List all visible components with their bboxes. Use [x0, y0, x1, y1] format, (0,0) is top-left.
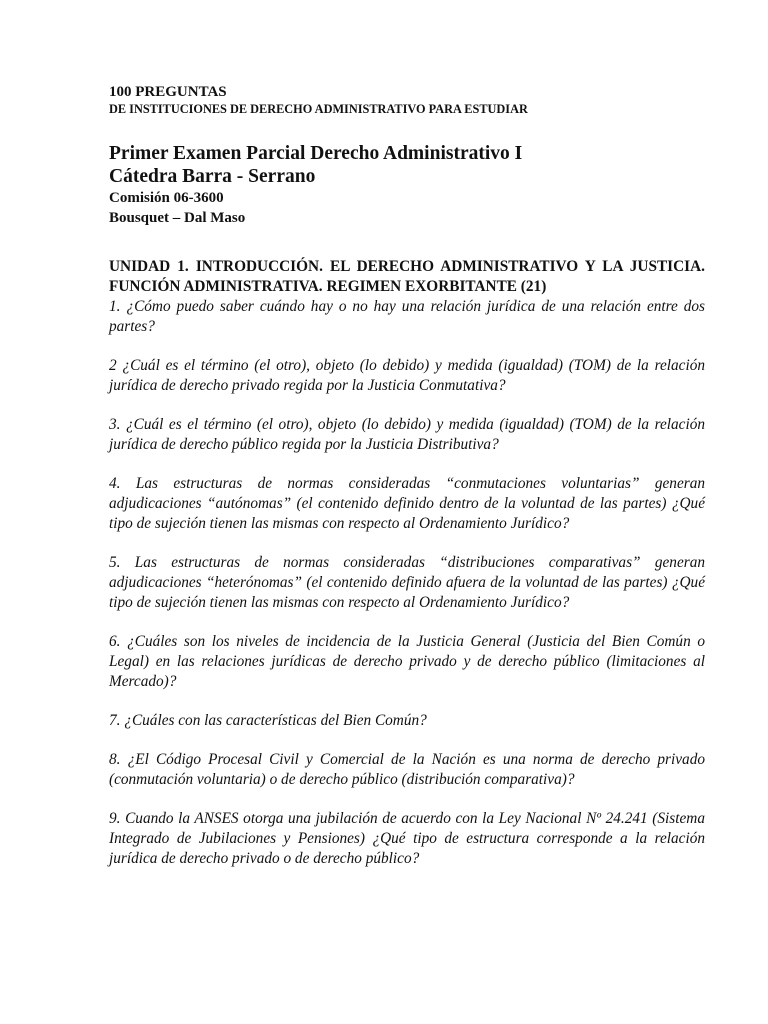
question-item: 4. Las estructuras de normas consideradas “conmutaciones voluntarias” generan adjudicaciones “autónomas” (el contenido definido dentro de la voluntad de las partes) ¿Qué tipo de sujeción tienen las mismas con respecto al Ordenamiento Jurídico? [109, 475, 705, 532]
unit-heading: UNIDAD 1. INTRODUCCIÓN. EL DERECHO ADMINISTRATIVO Y LA JUSTICIA. FUNCIÓN ADMINISTRATIVA. REGIMEN EXORBITANTE (21) [109, 258, 705, 295]
document-title: 100 PREGUNTAS [109, 84, 227, 100]
question-item: 1. ¿Cómo puedo saber cuándo hay o no hay una relación jurídica de una relación entre dos partes? [109, 298, 705, 335]
question-item: 8. ¿El Código Procesal Civil y Comercial de la Nación es una norma de derecho privado (conmutación voluntaria) o de derecho público (distribución comparativa)? [109, 751, 705, 788]
question-item: 7. ¿Cuáles con las características del Bien Común? [109, 712, 427, 729]
document-subtitle: DE INSTITUCIONES DE DERECHO ADMINISTRATIVO PARA ESTUDIAR [109, 102, 528, 116]
question-item: 3. ¿Cuál es el término (el otro), objeto (lo debido) y medida (igualdad) (TOM) de la relación jurídica de derecho público regida por la Justicia Distributiva? [109, 416, 705, 453]
question-list [109, 297, 705, 869]
question-item: 6. ¿Cuáles son los niveles de incidencia de la Justicia General (Justicia del Bien Común o Legal) en las relaciones jurídicas de derecho privado y de derecho público (limitaciones al Mercado)? [109, 633, 705, 690]
exam-title: Primer Examen Parcial Derecho Administrativo I [109, 143, 523, 164]
chair-name: Cátedra Barra - Serrano [109, 166, 316, 187]
exam-info [109, 142, 705, 228]
question-item: 5. Las estructuras de normas consideradas “distribuciones comparativas” generan adjudicaciones “heterónomas” (el contenido definido afuera de la voluntad de las partes) ¿Qué tipo de sujeción tienen las mismas con respecto al Ordenamiento Jurídico? [109, 554, 705, 611]
document-header [109, 84, 705, 117]
question-item: 9. Cuando la ANSES otorga una jubilación de acuerdo con la Ley Nacional Nº 24.241 (Sistema Integrado de Jubilaciones y Pensiones) ¿Qué tipo de estructura corresponde a la relación jurídica de derecho privado o de derecho público? [109, 810, 705, 867]
question-item: 2 ¿Cuál es el término (el otro), objeto (lo debido) y medida (igualdad) (TOM) de la relación jurídica de derecho privado regida por la Justicia Conmutativa? [109, 357, 705, 394]
teacher-names: Bousquet – Dal Maso [109, 210, 246, 226]
commission-number: Comisión 06-3600 [109, 190, 224, 206]
document-page [109, 84, 705, 888]
